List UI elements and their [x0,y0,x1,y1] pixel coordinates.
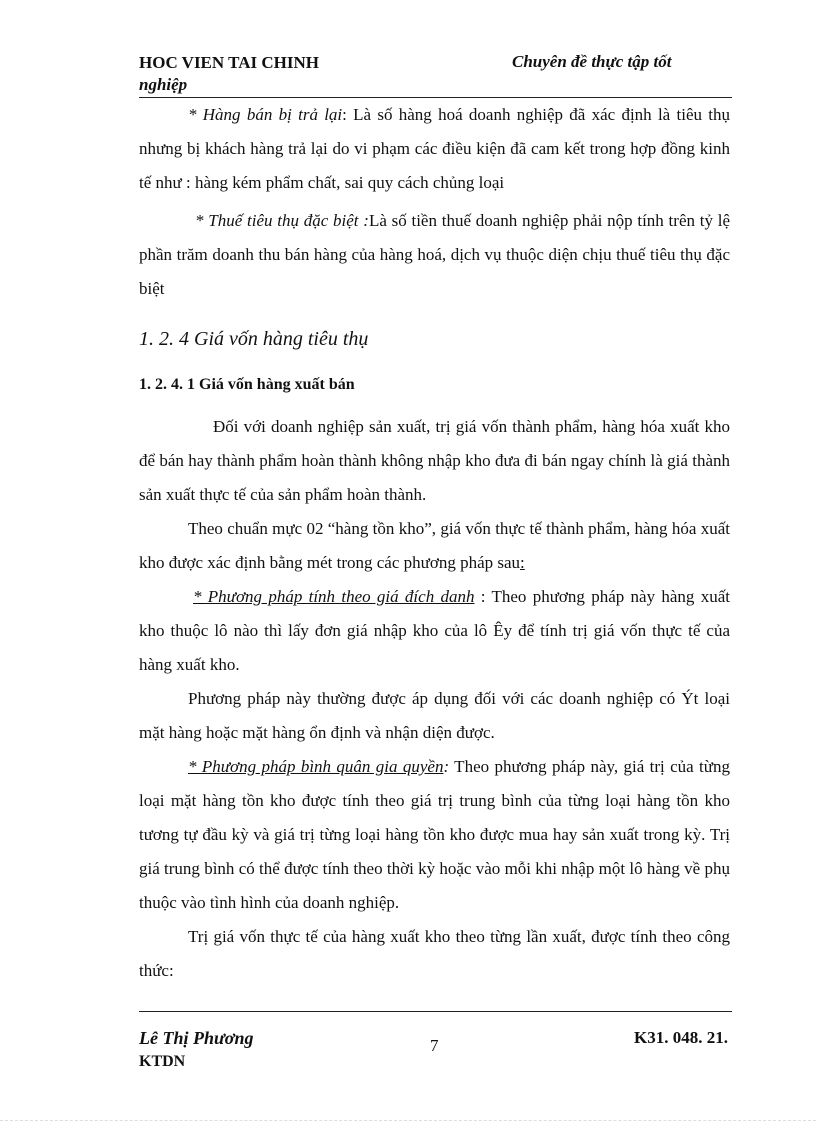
paragraph-weighted-average [139,750,730,920]
paragraph-text: Theo phương pháp này, giá trị của từng loại mặt hàng tồn kho được tính theo giá trị trung bình của từng loại hàng tồn kho tương tự đầu kỳ và giá trị từng loại hàng tồn kho được mua hay sản xuất trong kỳ. Trị giá trung bình có thể được tính theo thời kỳ hoặc vào mỗi khi nhập một lô hàng về phụ thuộc vào tình hình của doanh nghiệp. [139,757,730,912]
term-returned-goods: * Hàng bán bị trả lại [188,105,343,124]
term-special-tax: * Thuế tiêu thụ đặc biệt : [195,211,369,230]
paragraph-special-tax [139,204,730,306]
footer-author-name: Lê Thị Phương [139,1028,254,1048]
section-heading: 1. 2. 4 Giá vốn hàng tiêu thụ [139,328,369,350]
footer-author-dept: KTDN [139,1053,186,1070]
paragraph-standard-02 [139,512,730,580]
subsection-heading: 1. 2. 4. 1 Giá vốn hàng xuất bán [139,376,355,393]
footer-student-code: K31. 048. 21. [634,1028,728,1047]
term-weighted-average: * Phương pháp bình quân gia quyền [188,757,444,776]
paragraph-text: : Là số hàng hoá doanh nghiệp đã xác định là tiêu thụ nhưng bị khách hàng trả lại do vi phạm các điều kiện đã cam kết trong hợp đồng kinh tế như : hàng kém phẩm chất, sai quy cách chủng loại [139,105,730,192]
paragraph-text: Theo chuẩn mực 02 “hàng tồn kho”, giá vốn thực tế thành phẩm, hàng hóa xuất kho được xác định bằng mét trong các phương pháp sau [139,519,730,572]
header-institution [139,52,319,96]
paragraph-manufacturing-cost: Đối với doanh nghiệp sản xuất, trị giá vốn thành phẩm, hàng hóa xuất kho để bán hay thành phẩm hoàn thành không nhập kho đưa đi bán ngay chính là giá thành sản xuất thực tế của sản phẩm hoàn thành. [139,417,730,504]
term-colon: : [443,757,450,776]
footer-author [139,1026,253,1074]
header-institution-line1: HOC VIEN TAI CHINH [139,53,319,72]
paragraph-returned-goods [139,98,730,200]
page-edge [0,1120,816,1121]
header-document-title: Chuyên đề thực tập tốt [512,52,672,71]
paragraph-formula-intro: Trị giá vốn thực tế của hàng xuất kho theo từng lần xuất, được tính theo công thức: [139,927,730,980]
paragraph-text: Là số tiền thuế doanh nghiệp phải nộp tính trên tỷ lệ phần trăm doanh thu bán hàng của hàng hoá, dịch vụ thuộc diện chịu thuế tiêu thụ đặc biệt [139,211,730,298]
header-institution-line2: nghiệp [139,75,188,94]
underlined-colon: : [520,553,525,572]
footer-divider [139,1011,732,1012]
paragraph-method-usage: Phương pháp này thường được áp dụng đối với các doanh nghiệp có Ýt loại mặt hàng hoặc mặt hàng ổn định và nhận diện được. [139,689,730,742]
term-specific-identification: * Phương pháp tính theo giá đích danh [193,587,475,606]
paragraph-text: : Theo phương pháp này hàng xuất kho thuộc lô nào thì lấy đơn giá nhập kho của lô Êy để tính trị giá vốn thực tế của hàng xuất kho. [139,587,730,674]
page-number: 7 [430,1036,439,1055]
paragraph-specific-identification [139,580,730,682]
document-body [139,98,730,988]
